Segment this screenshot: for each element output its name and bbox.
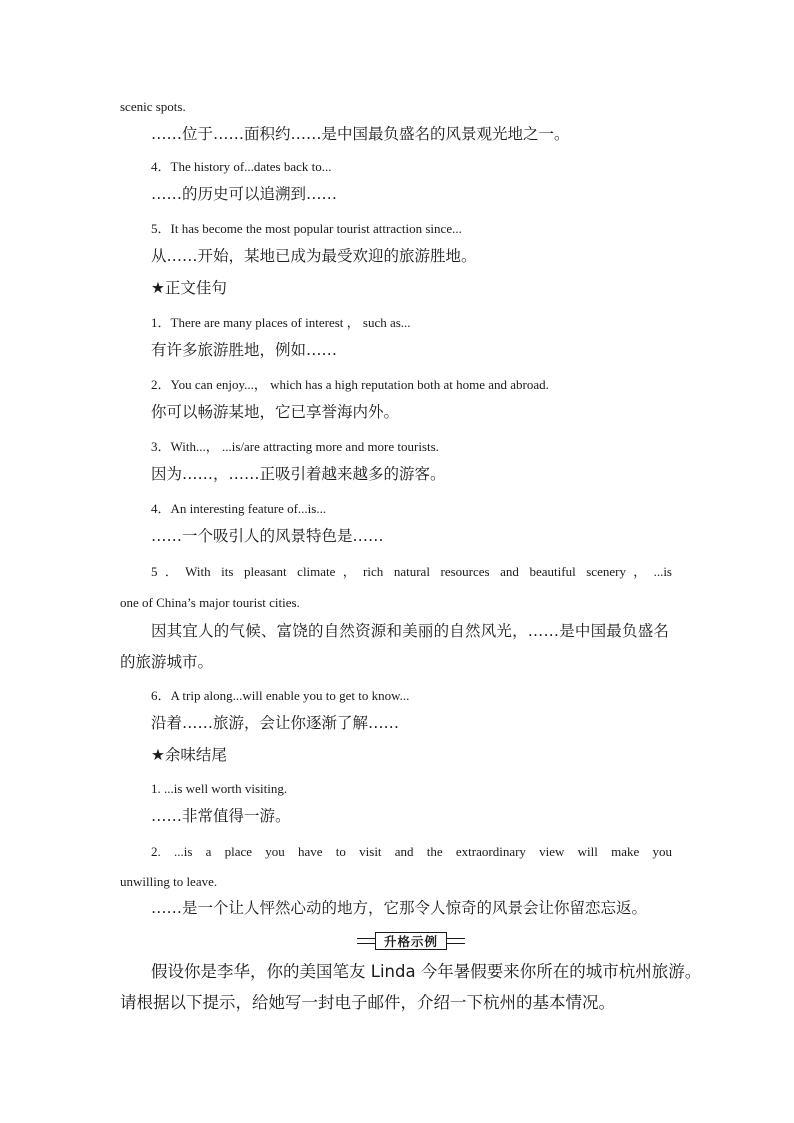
- section-heading: ★正文佳句: [151, 279, 227, 297]
- chinese-translation: ……的历史可以追溯到……: [151, 185, 338, 203]
- english-phrase: 6．A trip along...will enable you to get to know...: [151, 688, 410, 703]
- chinese-translation: 沿着……旅游，会让你逐渐了解……: [151, 714, 400, 732]
- chinese-translation: ……是一个让人怦然心动的地方，它那令人惊奇的风景会让你留恋忘返。: [151, 899, 648, 917]
- task-paragraph-line: 假设你是李华，你的美国笔友 Linda 今年暑假要来你所在的城市杭州旅游。: [151, 962, 702, 981]
- english-phrase: 2．You can enjoy...， which has a high reputation both at home and abroad.: [151, 377, 549, 392]
- section-badge: [357, 932, 465, 950]
- task-paragraph-line: 请根据以下提示，给她写一封电子邮件，介绍一下杭州的基本情况。: [120, 993, 615, 1012]
- chinese-translation: 因其宜人的气候、富饶的自然资源和美丽的自然风光，……是中国最负盛名: [151, 622, 670, 640]
- badge-label: 升格示例: [375, 932, 447, 950]
- english-phrase: 4．The history of...dates back to...: [151, 159, 332, 174]
- section-heading: ★余味结尾: [151, 746, 227, 764]
- english-phrase: 1. ...is well worth visiting.: [151, 781, 288, 796]
- english-phrase: 2. ...is a place you have to visit and the extraordinary view will make you: [151, 844, 672, 859]
- english-phrase: 5．With its pleasant climate，rich natural resources and beautiful scenery，...is: [151, 564, 672, 579]
- chinese-translation: ……一个吸引人的风景特色是……: [151, 527, 384, 545]
- chinese-translation: 你可以畅游某地，它已享誉海内外。: [151, 403, 400, 421]
- chinese-translation: ……非常值得一游。: [151, 807, 291, 825]
- chinese-translation: 从……开始，某地已成为最受欢迎的旅游胜地。: [151, 247, 477, 265]
- chinese-translation: 有许多旅游胜地，例如……: [151, 341, 338, 359]
- english-phrase: scenic spots.: [120, 99, 186, 114]
- english-phrase: 3．With...， ...is/are attracting more and more tourists.: [151, 439, 439, 454]
- english-phrase: 5．It has become the most popular tourist attraction since...: [151, 221, 462, 236]
- english-phrase-continued: one of China’s major tourist cities.: [120, 595, 300, 610]
- english-phrase-continued: unwilling to leave.: [120, 874, 218, 889]
- chinese-translation-continued: 的旅游城市。: [120, 653, 214, 671]
- english-phrase: 1．There are many places of interest ， such as...: [151, 315, 411, 330]
- chinese-translation: ……位于……面积约……是中国最负盛名的风景观光地之一。: [151, 125, 570, 143]
- english-phrase: 4．An interesting feature of...is...: [151, 501, 327, 516]
- chinese-translation: 因为……，……正吸引着越来越多的游客。: [151, 465, 446, 483]
